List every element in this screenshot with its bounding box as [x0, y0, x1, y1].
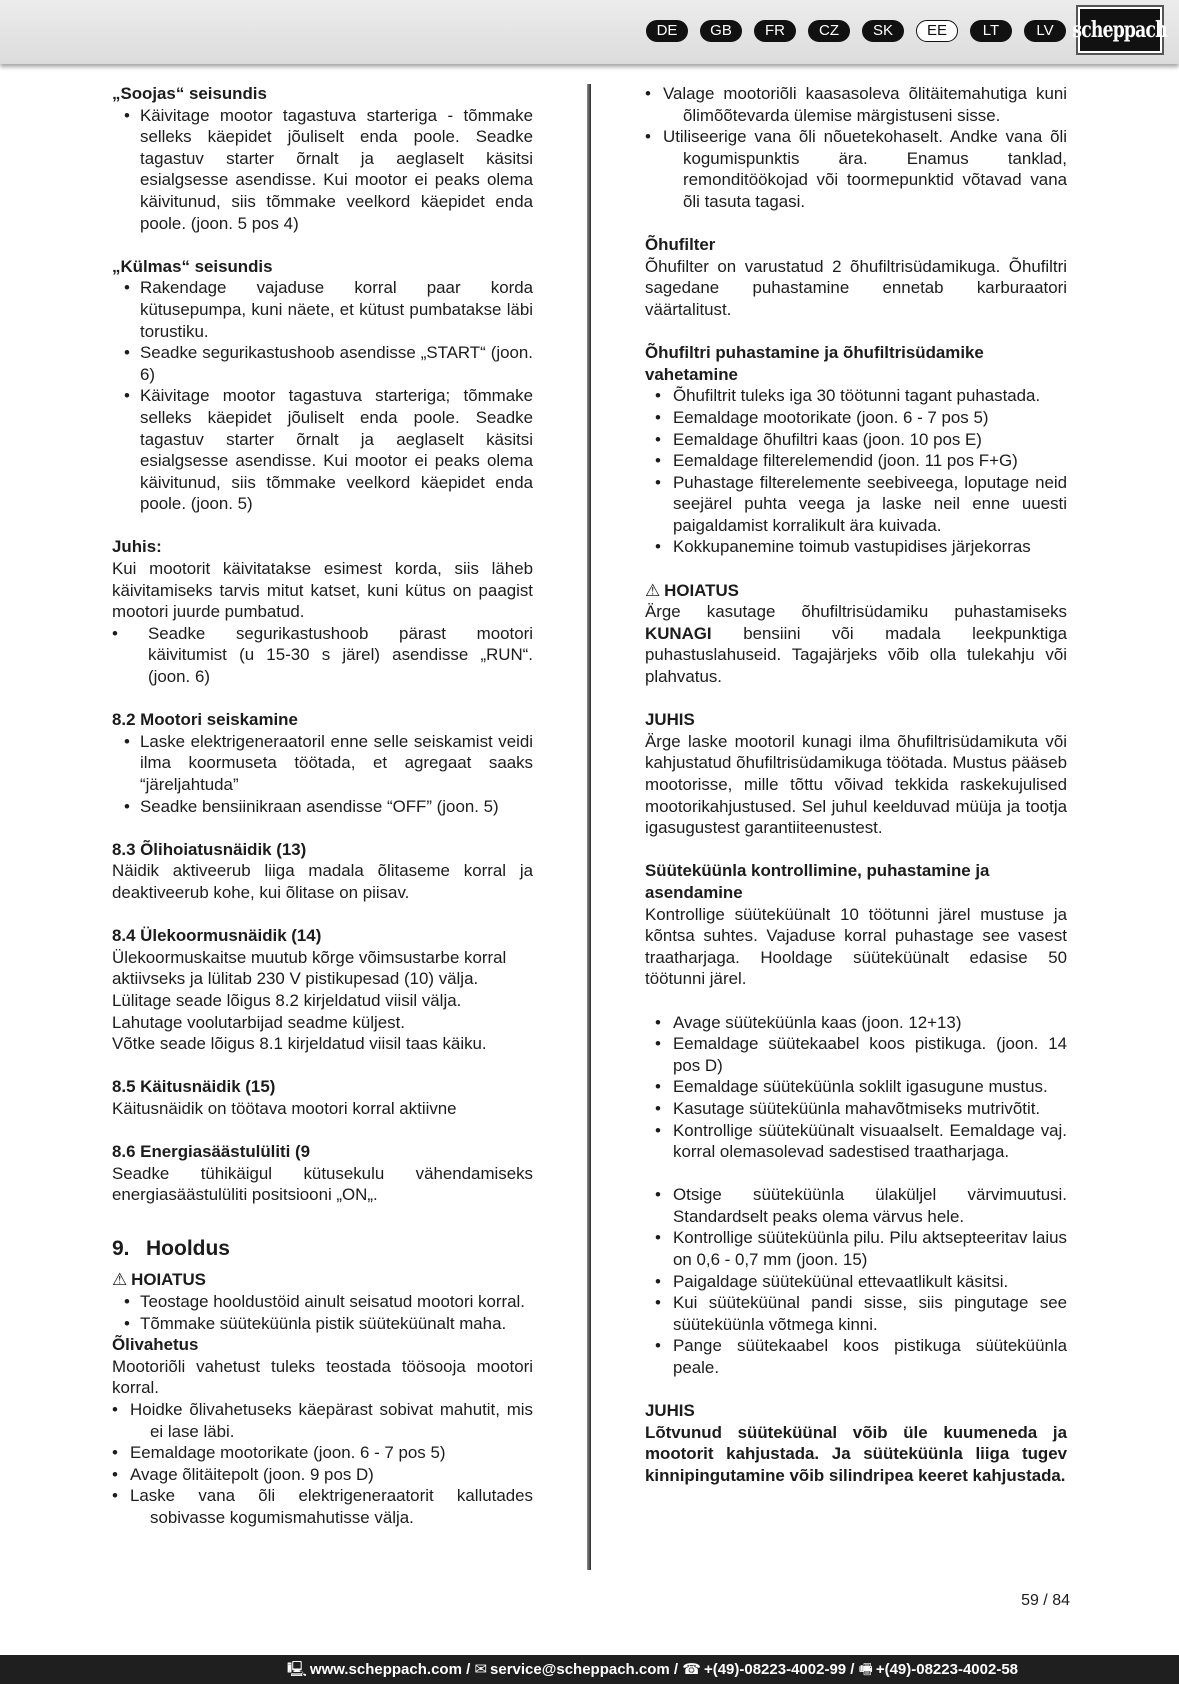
section-8-6-heading: 8.6 Energiasäästulüliti (9	[112, 1142, 311, 1162]
list-item: • Seadke segurikastushoob asendisse „START“ (joon. 6)	[112, 342, 533, 385]
warning-text	[645, 601, 1067, 687]
soojas-heading: „Soojas“ seisundis	[112, 84, 267, 103]
lang-sk[interactable]: SK	[862, 20, 904, 42]
page-header	[0, 0, 1179, 64]
juhis-bold-text: Lõtvunud süüteküünal võib üle kuumeneda ja mootorit kahjustada. Ja süüteküünla liiga tugev kinnipingutamine võib silindripea keeret kahjustada.	[645, 1422, 1067, 1485]
lang-de[interactable]: DE	[646, 20, 688, 42]
juhis-text: Kui mootorit käivitatakse esimest korda, siis läheb käivitamiseks tarvis mitut katset, kuni kütus on paagist mootori juurde pumbatud.	[112, 559, 533, 622]
list-item: • Tõmmake süüteküünla pistik süüteküünalt maha.	[112, 1313, 533, 1335]
warning-label: HOIATUS	[664, 580, 739, 600]
suuteküünla-list-b	[645, 1184, 1067, 1378]
list-item: • Hoidke õlivahetuseks käepärast sobivat mahutit, mis ei lase läbi.	[112, 1399, 533, 1442]
list-item: • Otsige süüteküünla ülaküljel värvimuutusi. Standardselt peaks olema värvus hele.	[645, 1184, 1067, 1227]
juhis-heading: JUHIS	[645, 1401, 695, 1421]
list-item: • Käivitage mootor tagastuva starteriga; tõmmake selleks käepidet jõuliselt enda poole. Seadke tagastuv starter õrnalt ja aeglaselt käsitsi esialgsesse asendisse. Kui mootor ei peaks olema käivitunud, siis tõmmake veelkord käepidet enda poole. (joon. 5)	[112, 385, 533, 515]
suuteküünla-heading: Süüteküünla kontrollimine, puhastamine ja asendamine	[645, 861, 990, 902]
suuteküünla-list-a	[645, 1012, 1067, 1163]
suuteküünla-text: Kontrollige süüteküünalt 10 töötunni järel mustuse ja kõntsa suhtes. Vajaduse korral puhastage see vasest traatharjaga. Hooldage süüteküünalt edasise 50 töötunni järel.	[645, 904, 1067, 989]
warning-label: HOIATUS	[131, 1270, 206, 1290]
list-item: • Pange süütekaabel koos pistikuga süüteküünla peale.	[645, 1335, 1067, 1378]
section-8-6-text: Seadke tühikäigul kütusekulu vähendamiseks energiasäästulüliti positsiooni „ON„.	[112, 1163, 533, 1205]
kulmas-list	[112, 277, 533, 515]
list-item: • Eemaldage mootorikate (joon. 6 - 7 pos 5)	[645, 407, 1067, 429]
section-8-2-heading: 8.2 Mootori seiskamine	[112, 710, 298, 730]
list-item: • Utiliseerige vana õli nõuetekohaselt. Andke vana õli kogumispunktis ära. Enamus tanklad, remonditöökojad või toormepunktid võtavad vana õli tasuta tagasi.	[645, 126, 1067, 212]
ohufilter-text: Õhufilter on varustatud 2 õhufiltrisüdamikuga. Õhufiltri sagedane puhastamine ennetab karburaatori väärtalitust.	[645, 256, 1067, 319]
section-9-heading	[112, 1235, 533, 1263]
list-item: • Eemaldage filterelemendid (joon. 11 pos F+G)	[645, 450, 1067, 472]
warning-emphasis: KUNAGI	[645, 623, 712, 643]
phone-icon: ☎	[682, 1661, 701, 1678]
section-8-4-line: Lahutage voolutarbijad seadme küljest.	[112, 1012, 405, 1032]
list-item: • Valage mootoriõli kaasasoleva õlitäitemahutiga kuni õlimõõtevarda ülemise märgistuseni sisse.	[645, 83, 1067, 126]
olivahetus-text: Mootoriõli vahetust tuleks teostada töösooja mootori korral.	[112, 1356, 533, 1398]
list-item: • Kontrollige süüteküünalt visuaalselt. Eemaldage vaj. korral olemasolevad sadestised traatharjaga.	[645, 1120, 1067, 1163]
list-item: • Eemaldage süüteküünla soklilt igasugune mustus.	[645, 1076, 1067, 1098]
list-item: • Teostage hooldustöid ainult seisatud mootori korral.	[112, 1291, 533, 1313]
list-item: • Seadke segurikastushoob pärast mootori käivitumist (u 15-30 s järel) asendisse „RUN“. (joon. 6)	[112, 623, 533, 688]
left-column	[112, 83, 533, 1529]
oil-list	[645, 83, 1067, 213]
lang-cz[interactable]: CZ	[808, 20, 850, 42]
section-8-4-line: Lülitage seade lõigus 8.2 kirjeldatud viisil välja.	[112, 990, 462, 1010]
list-item: • Laske vana õli elektrigeneraatorit kallutades sobivasse kogumismahutisse välja.	[112, 1485, 533, 1528]
olivahetus-list	[112, 1399, 533, 1529]
page-footer: 🖳 www.scheppach.com / ✉ service@scheppach.com / ☎ +(49)-08223-4002-99 / 🖷 +(49)-08223-4002-58	[0, 1655, 1179, 1684]
juhis-heading: Juhis:	[112, 537, 162, 557]
ohufilter-heading: Õhufilter	[645, 235, 716, 255]
warning-icon: ⚠	[112, 1270, 128, 1290]
section-8-4-line: Ülekoormuskaitse muutub kõrge võimsustarbe korral aktiivseks ja lülitab 230 V pistikupesad (10) välja.	[112, 947, 507, 989]
section-8-4-heading: 8.4 Ülekoormusnäidik (14)	[112, 926, 322, 946]
list-item: • Eemaldage mootorikate (joon. 6 - 7 pos 5)	[112, 1442, 533, 1464]
brand-logo	[1072, 5, 1168, 55]
email-link[interactable]: service@scheppach.com	[490, 1661, 670, 1678]
lang-gb[interactable]: GB	[700, 20, 742, 42]
brand-logo-text: scheppach	[1072, 17, 1168, 43]
section-number: 9.	[112, 1237, 130, 1261]
fax-number: +(49)-08223-4002-58	[875, 1661, 1018, 1678]
warning-list	[112, 1291, 533, 1334]
warning-icon: ⚠	[645, 580, 661, 600]
section-8-4-line: Võtke seade lõigus 8.1 kirjeldatud viisil taas käiku.	[112, 1034, 487, 1054]
list-item: • Laske elektrigeneraatoril enne selle seiskamist veidi ilma koormuseta töötada, et agregaat saaks “järeljahtuda”	[112, 731, 533, 796]
list-item: • Rakendage vajaduse korral paar korda kütusepumpa, kuni näete, et kütust pumbatakse läbi torustiku.	[112, 277, 533, 342]
juhis-heading: JUHIS	[645, 710, 695, 730]
right-column	[645, 83, 1067, 1487]
juhis-text: Ärge laske mootoril kunagi ilma õhufiltrisüdamikuta või kahjustatud õhufiltrisüdamikuga töötada. Mustus pääseb mootorisse, mille tõttu võivad tekkida raskekujulised mootorikahjustused. Sel juhul keelduvad müüja ja tootja igasugustest garantiiteenustest.	[645, 731, 1067, 838]
list-item: • Kui süüteküünal pandi sisse, siis pingutage see süüteküünla võtmega kinni.	[645, 1292, 1067, 1335]
phone-number: +(49)-08223-4002-99	[703, 1661, 847, 1678]
mail-icon: ✉	[474, 1661, 488, 1678]
lang-fr[interactable]: FR	[754, 20, 796, 42]
warning-text-part: Ärge kasutage õhufiltrisüdamiku puhastamiseks	[645, 602, 1067, 622]
list-item: • Käivitage mootor tagastuva starteriga - tõmmake selleks käepidet jõuliselt enda poole. Seadke tagastuv starter õrnalt ja aeglaselt käsitsi esialgsesse asendisse. Kui mootor ei peaks olema käivitunud, siis tõmmake veelkord käepidet enda poole. (joon. 5 pos 4)	[112, 105, 533, 235]
section-title: Hooldus	[146, 1237, 230, 1261]
list-item: • Paigaldage süüteküünal ettevaatlikult käsitsi.	[645, 1271, 1067, 1293]
list-item: • Kontrollige süüteküünla pilu. Pilu aktsepteeritav laius on 0,6 - 0,7 mm (joon. 15)	[645, 1227, 1067, 1270]
puhastamine-list	[645, 385, 1067, 558]
section-8-5-heading: 8.5 Käitusnäidik (15)	[112, 1077, 276, 1097]
warning-heading	[645, 580, 1067, 602]
list-item: • Seadke bensiinikraan asendisse “OFF” (joon. 5)	[112, 796, 533, 818]
lang-ee[interactable]: EE	[916, 20, 958, 42]
list-item: • Avage õlitäitepolt (joon. 9 pos D)	[112, 1464, 533, 1486]
olivahetus-heading: Õlivahetus	[112, 1335, 199, 1355]
section-8-5-text: Käitusnäidik on töötava mootori korral aktiivne	[112, 1098, 457, 1118]
section-8-3-text: Näidik aktiveerub liiga madala õlitaseme korral ja deaktiveerub kohe, kui õlitase on piisav.	[112, 861, 533, 902]
fax-icon: 🖷	[858, 1661, 873, 1678]
lang-lv[interactable]: LV	[1024, 20, 1066, 42]
section-8-3-heading: 8.3 Õlihoiatusnäidik (13)	[112, 839, 307, 859]
warning-heading	[112, 1269, 533, 1291]
computer-icon: 🖳	[286, 1661, 307, 1678]
juhis-list	[112, 623, 533, 688]
list-item: • Eemaldage süütekaabel koos pistikuga. (joon. 14 pos D)	[645, 1033, 1067, 1076]
list-item: • Eemaldage õhufiltri kaas (joon. 10 pos E)	[645, 429, 1067, 451]
list-item: • Õhufiltrit tuleks iga 30 töötunni tagant puhastada.	[645, 385, 1067, 407]
kulmas-heading: „Külmas“ seisundis	[112, 256, 273, 276]
list-item: • Puhastage filterelemente seebiveega, loputage neid seejärel puhta veega ja laske neil enne uuesti paigaldamist korralikult ära kuivada.	[645, 472, 1067, 537]
list-item: • Avage süüteküünla kaas (joon. 12+13)	[645, 1012, 1067, 1034]
list-item: • Kokkupanemine toimub vastupidises järjekorras	[645, 536, 1067, 558]
lang-lt[interactable]: LT	[970, 20, 1012, 42]
soojas-list	[112, 105, 533, 235]
website-link[interactable]: www.scheppach.com	[309, 1661, 462, 1678]
language-selector	[646, 20, 1066, 42]
page-number: 59 / 84	[1021, 1592, 1070, 1609]
column-divider	[587, 84, 591, 1570]
puhastamine-heading: Õhufiltri puhastamine ja õhufiltrisüdamike vahetamine	[645, 343, 984, 384]
section-8-2-list	[112, 731, 533, 817]
warning-text-part: bensiini või madala leekpunktiga puhastuslahuseid. Tagajärjeks võib olla tulekahju või plahvatus.	[645, 623, 1067, 687]
list-item: • Kasutage süüteküünla mahavõtmiseks mutrivõtit.	[645, 1098, 1067, 1120]
